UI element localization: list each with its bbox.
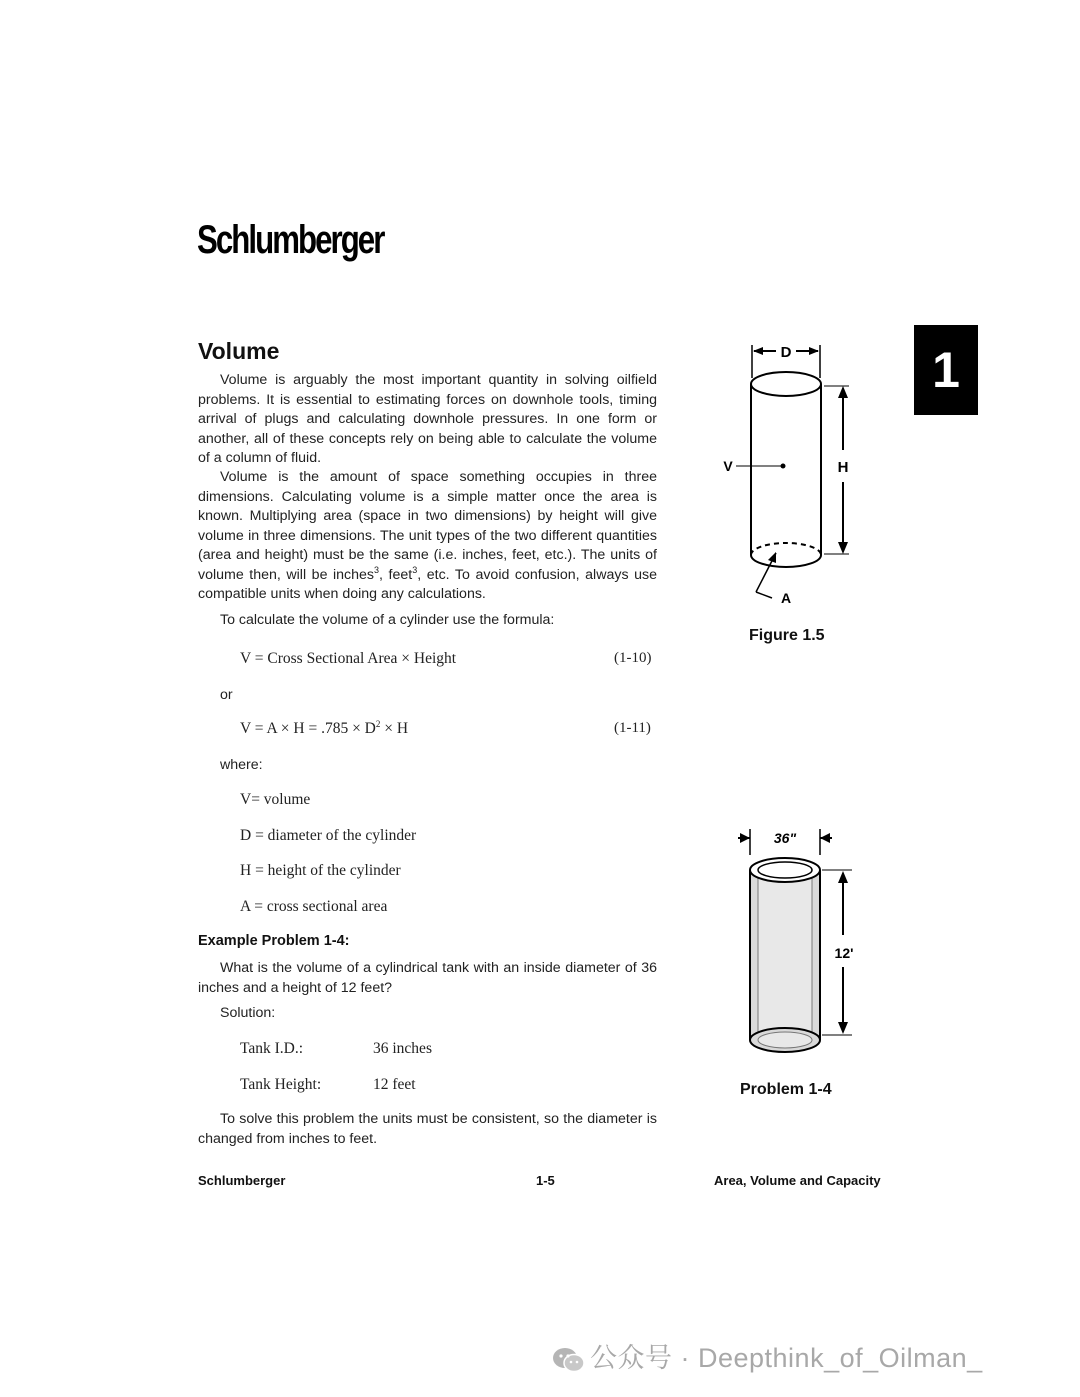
- h-arrow-top: [838, 386, 848, 398]
- tank-inner-wall: [758, 875, 812, 1035]
- equation-1-11: [240, 720, 408, 738]
- footer-chapter-title: Area, Volume and Capacity: [714, 1173, 881, 1188]
- tank-top-opening: [758, 862, 812, 878]
- height-arrow-top: [838, 871, 848, 883]
- equation-1-11-start: V = A × H = .785 × D: [240, 720, 376, 737]
- cylinder-bottom-front: [751, 555, 821, 567]
- where-text: where:: [220, 757, 263, 773]
- section-title: Volume: [198, 338, 280, 364]
- cylinder-top: [751, 372, 821, 396]
- paragraph-formula-intro: To calculate the volume of a cylinder use the formula:: [220, 612, 555, 628]
- problem-1-4-caption: Problem 1-4: [740, 1081, 832, 1098]
- d-arrow-left: [753, 347, 763, 355]
- figure-label-v: V: [723, 458, 733, 474]
- equation-number-1-10: (1-10): [614, 650, 652, 666]
- closing-paragraph: To solve this problem the units must be consistent, so the diameter is changed from inches to feet.: [198, 1111, 657, 1147]
- figure-label-h: H: [837, 459, 849, 476]
- footer-page-number: 1-5: [536, 1173, 555, 1188]
- footer-company: Schlumberger: [198, 1173, 286, 1188]
- superscript-inches: 3: [374, 564, 380, 575]
- problem-1-4-tank-diagram: [730, 825, 870, 1060]
- paragraph-definition-mid: , feet: [379, 566, 413, 583]
- a-leader-tail: [756, 592, 772, 598]
- watermark: [552, 1336, 983, 1375]
- paragraph-definition: [198, 468, 657, 605]
- schlumberger-logo: Schlumberger: [197, 218, 384, 262]
- tank-id-value: 36 inches: [373, 1040, 432, 1057]
- definition-v: V= volume: [240, 791, 311, 808]
- problem-label-height: 12': [834, 945, 854, 961]
- tank-height-label: Tank Height:: [240, 1076, 322, 1093]
- equation-1-10: V = Cross Sectional Area × Height: [240, 650, 457, 667]
- diameter-arrow-right: [820, 833, 830, 843]
- d-arrow-right: [809, 347, 819, 355]
- example-question: What is the volume of a cylindrical tank with an inside diameter of 36 inches and a height of 12 feet?: [198, 960, 657, 996]
- superscript-squared: 2: [375, 719, 381, 729]
- equation-1-11-end: × H: [380, 720, 409, 737]
- wechat-icon: [552, 1346, 586, 1374]
- equation-number-1-11: (1-11): [614, 720, 651, 736]
- a-arrow: [768, 552, 776, 563]
- definition-h: H = height of the cylinder: [240, 862, 401, 879]
- figure-1-5-caption: Figure 1.5: [749, 627, 825, 644]
- h-arrow-bottom: [838, 542, 848, 554]
- or-text: or: [220, 687, 233, 703]
- chapter-tab: 1: [914, 325, 978, 415]
- paragraph-definition-end: , etc. To avoid confusion, always use compatible units when doing any calculations.: [198, 566, 657, 602]
- problem-label-diameter: 36": [773, 830, 797, 846]
- watermark-text: 公众号 · Deepthink_of_Oilman_: [590, 1343, 983, 1373]
- paragraph-intro: Volume is arguably the most important quantity in solving oilfield problems. It is essential to estimating forces on downhole tools, timing arrival of plugs and calculating downhole pressures. In one form or another, all of these concepts rely on being able to calculate the volume of a column of fluid.: [198, 372, 657, 466]
- solution-label: Solution:: [220, 1005, 276, 1021]
- definition-a: A = cross sectional area: [240, 898, 388, 915]
- tank-id-label: Tank I.D.:: [240, 1040, 304, 1057]
- cylinder-bottom-back-dashed: [751, 543, 821, 555]
- superscript-feet: 3: [412, 564, 418, 575]
- v-center-dot: [781, 464, 786, 469]
- example-heading: Example Problem 1-4:: [198, 933, 350, 949]
- height-arrow-bottom: [838, 1022, 848, 1034]
- figure-label-a: A: [780, 590, 792, 606]
- figure-label-d: D: [780, 344, 792, 361]
- tank-height-value: 12 feet: [373, 1076, 416, 1093]
- diameter-arrow-left: [740, 833, 750, 843]
- figure-1-5-cylinder-diagram: [712, 340, 872, 610]
- tank-bottom-inner: [758, 1032, 812, 1048]
- definition-d: D = diameter of the cylinder: [240, 827, 417, 844]
- paragraph-definition-text: Volume is the amount of space something occupies in three dimensions. Calculating volume is a simple matter once the area is known. Multiplying area (space in two dimensions) by height will give volume in three dimensions. The unit types of the two different quantities (area and height) must be the same (i.e. inches, feet, etc.). The units of volume then, will be inches: [198, 469, 657, 583]
